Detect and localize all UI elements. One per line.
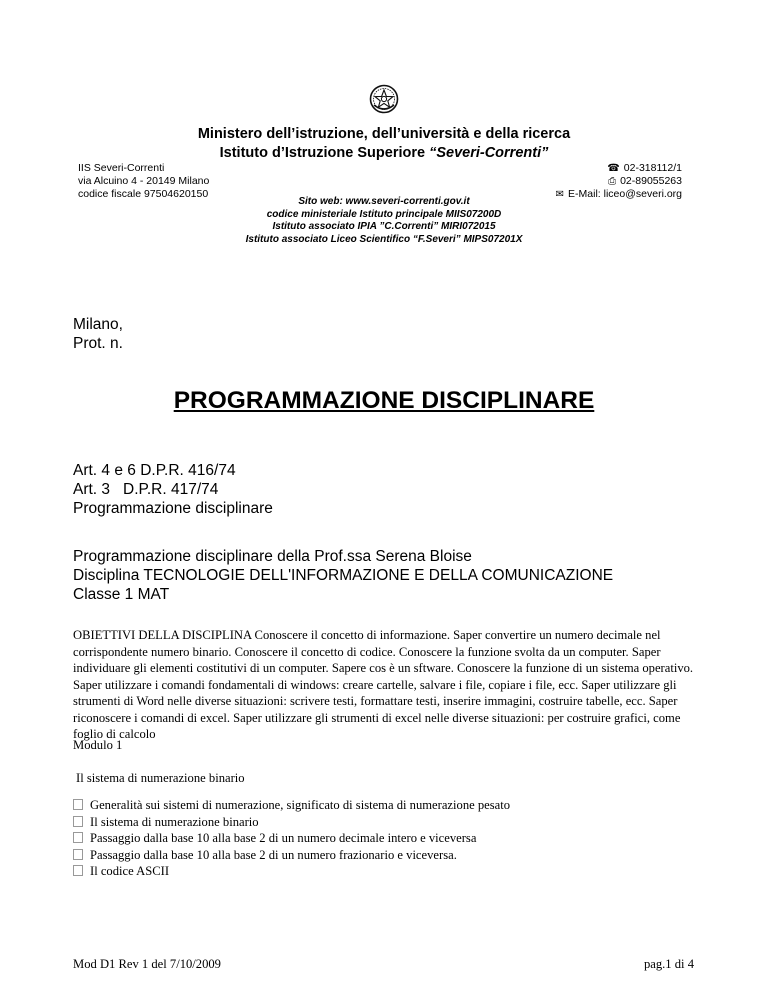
- reference-line-3: Programmazione disciplinare: [73, 500, 273, 517]
- italian-republic-emblem-icon: [369, 84, 399, 114]
- bullet-box-icon: [73, 816, 83, 827]
- institute-name: “Severi-Correnti”: [429, 145, 549, 161]
- bullet-box-icon: [73, 832, 83, 843]
- fax-line: [556, 175, 682, 188]
- list-item: [73, 830, 510, 847]
- topic-text: Passaggio dalla base 10 alla base 2 di un numero frazionario e viceversa.: [90, 847, 457, 862]
- bullet-box-icon: [73, 849, 83, 860]
- reference-art: Art. 3: [73, 481, 111, 498]
- topic-text: Il codice ASCII: [90, 864, 170, 878]
- objectives-paragraph: OBIETTIVI DELLA DISCIPLINA Conoscere il concetto di informazione. Saper convertire un numero decimale nel corrispondente numero binario. Conoscere il concetto di codice. Conoscere la funzione svolta da un computer. Saper individuare gli elementi costitutivi di un computer. Sapere cos è un sftware. Conoscere la funzione di un sistema operativo. Saper utilizzare i comandi fondamentali di windows: creare cartelle, salvare i file, copiare i file, ecc. Saper utilizzare gli strumenti di Word nelle diverse situazioni: scrivere testi, formattare testi, inserire immagini, costruire tabelle, ecc. Saper riconoscere i comandi di excel. Saper utilizzare gli strumenti di excel nelle diverse situazioni: per costruire grafici, come foglio di calcolo: [73, 628, 694, 741]
- list-item: [73, 847, 510, 864]
- topic-text: Il sistema di numerazione binario: [90, 814, 259, 829]
- footer-revision: Mod D1 Rev 1 del 7/10/2009: [73, 957, 221, 971]
- reference-line-1: Art. 4 e 6 D.P.R. 416/74: [73, 462, 236, 479]
- reference-line-2: [73, 480, 273, 499]
- teacher-line: Programmazione disciplinare della Prof.ssa Serena Bloise: [73, 548, 472, 565]
- place-protocol-block: [73, 315, 123, 353]
- discipline-line: Disciplina TECNOLOGIE DELL'INFORMAZIONE E DELLA COMUNICAZIONE: [73, 567, 614, 584]
- institute-prefix: Istituto d’Istruzione Superiore: [219, 145, 430, 161]
- institute-title: [0, 145, 768, 161]
- phone-icon: ☎: [607, 163, 620, 174]
- list-item: [73, 797, 510, 814]
- phone-line: [556, 162, 682, 175]
- list-item: [73, 863, 510, 880]
- institute-codes-block: [0, 196, 768, 246]
- envelope-icon: ✉: [555, 189, 565, 200]
- place-line: Milano,: [73, 316, 123, 333]
- associated-liceo-line: Istituto associato Liceo Scientifico “F.Severi” MIPS07201X: [245, 233, 523, 245]
- ministerial-code-line: codice ministeriale Istituto principale MIIS07200D: [266, 208, 502, 220]
- bullet-box-icon: [73, 865, 83, 876]
- class-line: Classe 1 MAT: [73, 586, 170, 603]
- footer-page-number: pag.1 di 4: [643, 957, 694, 971]
- document-title: PROGRAMMAZIONE DISCIPLINARE: [173, 387, 595, 414]
- module-title: Il sistema di numerazione binario: [76, 771, 245, 785]
- list-item: [73, 814, 510, 831]
- phone-number: 02-318112/1: [623, 162, 682, 174]
- school-name: IIS Severi-Correnti: [78, 162, 165, 174]
- ministry-title: Ministero dell’istruzione, dell’università e della ricerca: [197, 126, 571, 142]
- topic-text: Generalità sui sistemi di numerazione, significato di sistema di numerazione pesato: [90, 798, 511, 812]
- bullet-box-icon: [73, 799, 83, 810]
- associated-ipia-line: Istituto associato IPIA ”C.Correnti” MIRI072015: [272, 221, 496, 232]
- school-tax-code: codice fiscale 97504620150: [78, 188, 209, 200]
- topic-text: Passaggio dalla base 10 alla base 2 di un numero decimale intero e viceversa: [90, 831, 477, 845]
- reference-dpr: D.P.R. 417/74: [123, 481, 219, 498]
- fax-icon: ⎙: [608, 176, 617, 187]
- website-line: Sito web: www.severi-correnti.gov.it: [298, 196, 470, 207]
- protocol-line: Prot. n.: [73, 335, 123, 352]
- topic-list: [73, 797, 510, 880]
- legal-references: [73, 461, 273, 518]
- email-address: E-Mail: liceo@severi.org: [568, 188, 682, 200]
- school-address: via Alcuino 4 - 20149 Milano: [78, 175, 210, 187]
- course-info: [73, 547, 613, 604]
- module-label: Modulo 1: [73, 738, 123, 752]
- fax-number: 02-89055263: [620, 175, 682, 187]
